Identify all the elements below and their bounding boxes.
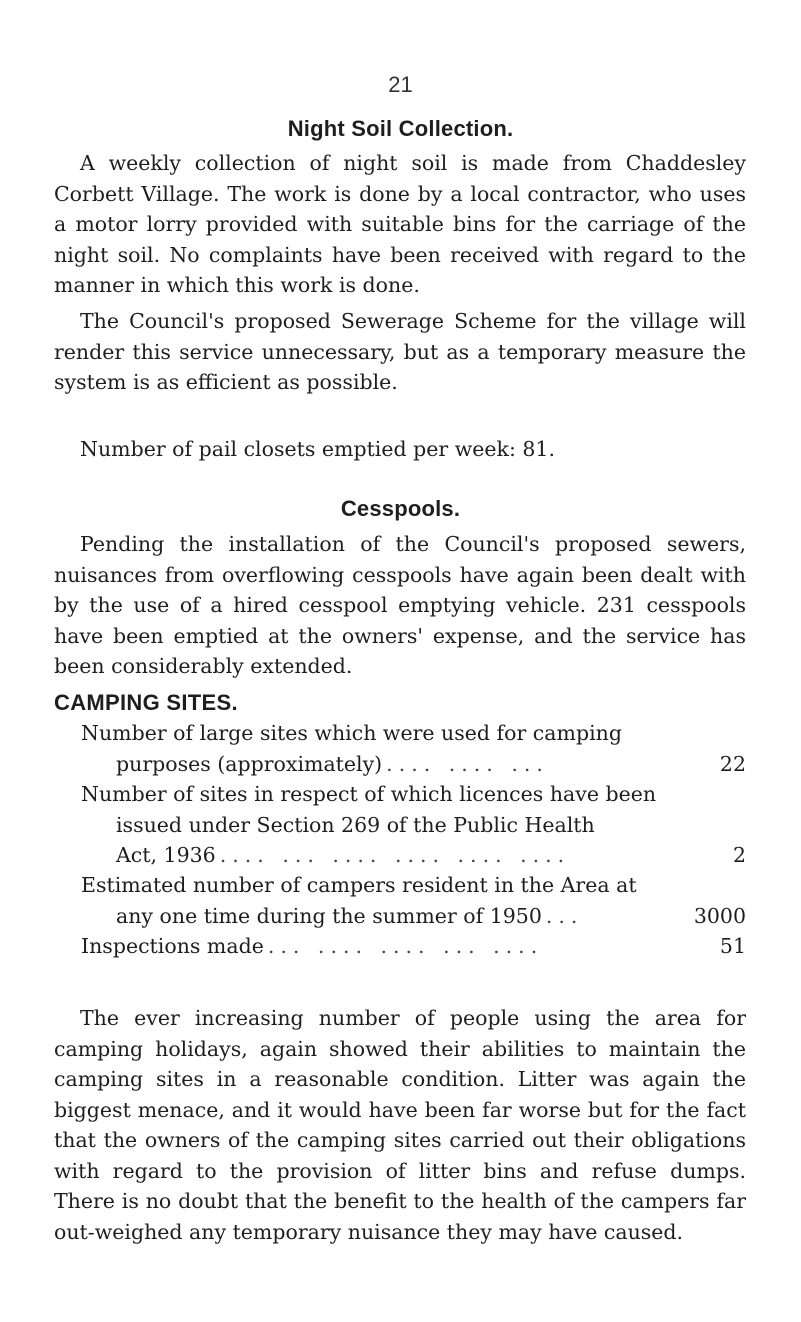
stat-last-line <box>81 749 746 780</box>
dot-leader: ... .... .... ... .... <box>267 934 544 958</box>
camping-sites-heading: CAMPING SITES. <box>54 690 238 715</box>
camping-stat-licensed-sites <box>81 779 746 871</box>
cesspools-paragraph-1: Pending the installation of the Council's proposed sewers, nuisances from overflowing cesspools have again been dealt with by the use of a hired cesspool emptying vehicle. 231 cesspools have been emptied at the owners' expense, and the service has been considerably extended. <box>54 532 746 678</box>
night-soil-paragraph-1: A weekly collection of night soil is made from Chaddesley Corbett Village. The work is done by a local contractor, who uses a motor lorry provided with suitable bins for the carriage of the night soil. No complaints have been received with regard to the manner in which this work is done. <box>54 151 746 297</box>
stat-text-line: Number of sites in respect of which licences have been <box>81 782 657 806</box>
stat-value: 3000 <box>693 903 746 928</box>
night-soil-paragraph-2: The Council's proposed Sewerage Scheme for the village will render this service unnecessary, but as a temporary measure the system is as efficient as possible. <box>54 309 746 394</box>
stat-last-line <box>81 931 746 962</box>
dot-leader: ... <box>545 903 584 928</box>
stat-label: Inspections made <box>81 934 264 958</box>
stat-value: 2 <box>732 843 746 867</box>
stat-label: Act, 1936 <box>116 843 216 867</box>
camping-stat-large-sites <box>81 718 746 779</box>
stat-value: 51 <box>719 934 746 958</box>
camping-stat-campers <box>81 870 746 931</box>
stat-last-line <box>81 901 746 932</box>
stat-last-line <box>81 840 746 871</box>
stat-text-line: Estimated number of campers resident in the Area at <box>81 873 637 897</box>
page-number: 21 <box>388 72 413 97</box>
dot-leader: .... .... ... <box>386 751 549 776</box>
night-soil-paragraph-3: Number of pail closets emptied per week: 81. <box>80 437 555 461</box>
stat-text-line: Number of large sites which were used for camping <box>81 721 622 745</box>
dot-leader: .... ... .... .... .... .... <box>219 843 571 867</box>
camping-paragraph-1: The ever increasing number of people using the area for camping holidays, again showed their abilities to maintain the camping sites in a reasonable condition. Litter was again the biggest menace, and it would have been far worse but for the fact that the owners of the camping sites carried out their obligations with regard to the provision of litter bins and refuse dumps. There is no doubt that the benefit to the health of the campers far out-weighed any temporary nuisance they may have caused. <box>54 1006 746 1244</box>
stat-label: purposes (approximately) <box>116 751 383 776</box>
camping-stat-inspections <box>81 931 746 962</box>
stat-text-line: issued under Section 269 of the Public Health <box>116 812 595 837</box>
night-soil-heading: Night Soil Collection. <box>287 116 514 141</box>
stat-value: 22 <box>719 751 746 776</box>
stat-label: any one time during the summer of 1950 <box>116 903 542 928</box>
cesspools-heading: Cesspools. <box>340 496 461 521</box>
